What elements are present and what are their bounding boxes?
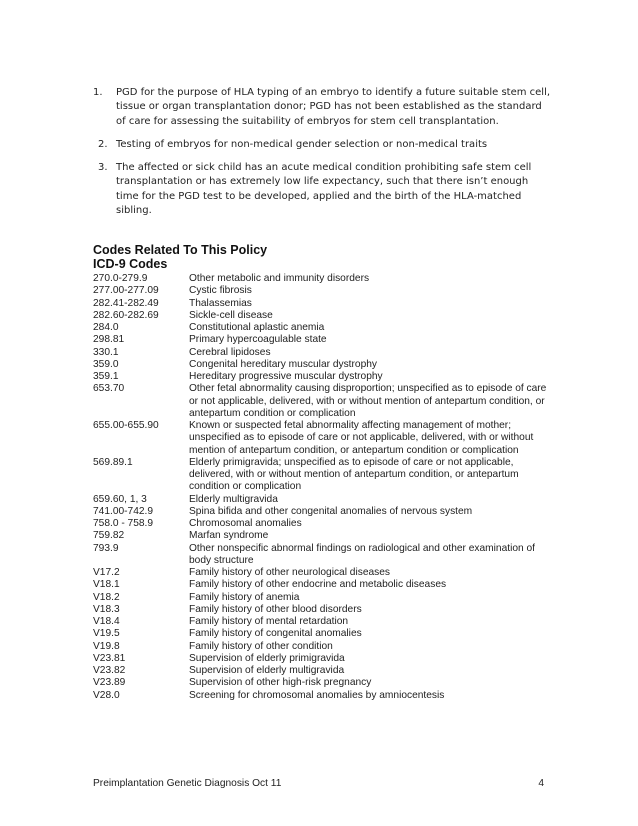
list-item-text: PGD for the purpose of HLA typing of an embryo to identify a future suitable stem cell, tissue or organ transplantation donor; PGD has not been established as the standard of care for assessing the suitability of embryos for stem cell transplantation. — [116, 87, 551, 127]
code-description: Supervision of other high-risk pregnancy — [189, 677, 372, 689]
icd9-code: 793.9 — [93, 542, 119, 554]
icd9-code: 277.00-277.09 — [93, 285, 159, 297]
code-description: Family history of other neurological diseases — [189, 567, 391, 578]
icd9-code: V18.2 — [93, 591, 120, 603]
list-item — [93, 138, 553, 152]
icd9-code: 655.00-655.90 — [93, 420, 159, 431]
codes-heading-subtitle: ICD-9 Codes — [93, 257, 168, 271]
code-description: Marfan syndrome — [189, 530, 269, 542]
code-description: Congenital hereditary muscular dystrophy — [189, 358, 377, 370]
table-row — [93, 530, 553, 542]
icd9-code: 359.0 — [93, 358, 119, 370]
icd9-code: 359.1 — [93, 371, 119, 382]
icd9-code: 330.1 — [93, 346, 119, 358]
list-item-text: Testing of embryos for non-medical gender selection or non-medical traits — [116, 138, 488, 150]
code-description: Family history of other condition — [189, 640, 333, 652]
code-description: Other nonspecific abnormal findings on radiological and other examination of body structure — [189, 542, 536, 566]
table-row — [93, 383, 553, 420]
icd9-code: 759.82 — [93, 530, 125, 542]
icd9-code: V19.8 — [93, 640, 120, 652]
icd9-codes-table — [93, 273, 553, 702]
table-row — [93, 641, 553, 653]
list-item-text: The affected or sick child has an acute medical condition prohibiting safe stem cell transplantation or has extremely low life expectancy, such that there isn’t enough time for the PGD test to be developed, applied and the birth of the HLA-matched sibling. — [116, 162, 532, 217]
icd9-code: 270.0-279.9 — [93, 273, 148, 284]
table-row — [93, 322, 553, 334]
code-description: Spina bifida and other congenital anomalies of nervous system — [189, 505, 473, 517]
table-row — [93, 506, 553, 518]
table-row — [93, 285, 553, 297]
table-row — [93, 579, 553, 591]
table-row — [93, 616, 553, 628]
icd9-code: V23.89 — [93, 677, 126, 689]
footer-title: Preimplantation Genetic Diagnosis Oct 11 — [93, 778, 282, 789]
exclusion-list — [93, 86, 553, 218]
code-description: Other fetal abnormality causing disproportion; unspecified as to episode of care or not applicable, delivered, with or without mention of antepartum condition, or antepartum condition or complication — [189, 383, 547, 419]
list-item-number: 3. — [98, 162, 108, 174]
table-row — [93, 494, 553, 506]
code-description: Elderly primigravida; unspecified as to episode of care or not applicable, delivered, with or without mention of antepartum condition, or antepartum condition or complication — [189, 456, 519, 493]
table-row — [93, 457, 553, 494]
code-description: Cystic fibrosis — [189, 285, 252, 297]
code-description: Hereditary progressive muscular dystrophy — [189, 371, 383, 382]
table-row — [93, 628, 553, 640]
table-row — [93, 298, 553, 310]
icd9-code: V17.2 — [93, 567, 120, 578]
list-item-number: 2. — [98, 138, 108, 150]
table-row — [93, 677, 553, 689]
table-row — [93, 273, 553, 285]
icd9-code: V18.3 — [93, 603, 120, 615]
icd9-code: 741.00-742.9 — [93, 505, 154, 517]
codes-heading-title: Codes Related To This Policy — [93, 243, 268, 257]
code-description: Thalassemias — [189, 297, 252, 309]
icd9-code: 282.60-282.69 — [93, 309, 159, 321]
table-row — [93, 310, 553, 322]
table-row — [93, 567, 553, 579]
table-row — [93, 653, 553, 665]
icd9-code: 758.0 - 758.9 — [93, 518, 154, 529]
page-footer — [93, 778, 544, 789]
table-row — [93, 420, 553, 457]
table-row — [93, 665, 553, 677]
icd9-code: 284.0 — [93, 322, 119, 333]
icd9-code: V18.1 — [93, 579, 120, 591]
icd9-code: 282.41-282.49 — [93, 297, 159, 309]
table-row — [93, 604, 553, 616]
table-row — [93, 592, 553, 604]
list-item — [93, 86, 553, 129]
code-description: Chromosomal anomalies — [189, 518, 302, 529]
icd9-code: V23.82 — [93, 665, 126, 676]
code-description: Family history of other blood disorders — [189, 603, 362, 615]
code-description: Other metabolic and immunity disorders — [189, 273, 370, 284]
table-row — [93, 334, 553, 346]
table-row — [93, 518, 553, 530]
table-row — [93, 347, 553, 359]
icd9-code: V23.81 — [93, 652, 126, 664]
icd9-code: 659.60, 1, 3 — [93, 493, 147, 505]
icd9-code: 298.81 — [93, 334, 125, 346]
code-description: Constitutional aplastic anemia — [189, 322, 325, 333]
icd9-code: 653.70 — [93, 383, 125, 395]
code-description: Family history of congenital anomalies — [189, 628, 362, 640]
code-description: Supervision of elderly primigravida — [189, 652, 345, 664]
code-description: Elderly multigravida — [189, 493, 278, 505]
table-row — [93, 543, 553, 568]
code-description: Sickle-cell disease — [189, 309, 273, 321]
code-description: Family history of anemia — [189, 591, 300, 603]
icd9-code: 569.89.1 — [93, 456, 133, 468]
list-item-number: 1. — [93, 87, 103, 98]
list-item — [93, 161, 553, 218]
codes-heading — [93, 243, 267, 271]
code-description: Cerebral lipidoses — [189, 346, 271, 358]
icd9-code: V19.5 — [93, 628, 120, 640]
table-row — [93, 690, 553, 702]
table-row — [93, 371, 553, 383]
code-description: Known or suspected fetal abnormality affecting management of mother; unspecified as to episode of care or not applicable, delivered, with or without mention of antepartum condition, or antepartum condition or complication — [189, 420, 534, 456]
code-description: Supervision of elderly multigravida — [189, 665, 345, 676]
code-description: Family history of mental retardation — [189, 616, 349, 627]
page-number: 4 — [538, 778, 544, 789]
code-description: Screening for chromosomal anomalies by amniocentesis — [189, 689, 445, 701]
icd9-code: V18.4 — [93, 616, 120, 627]
table-row — [93, 359, 553, 371]
code-description: Primary hypercoagulable state — [189, 334, 327, 346]
icd9-code: V28.0 — [93, 689, 120, 701]
code-description: Family history of other endocrine and metabolic diseases — [189, 579, 447, 591]
